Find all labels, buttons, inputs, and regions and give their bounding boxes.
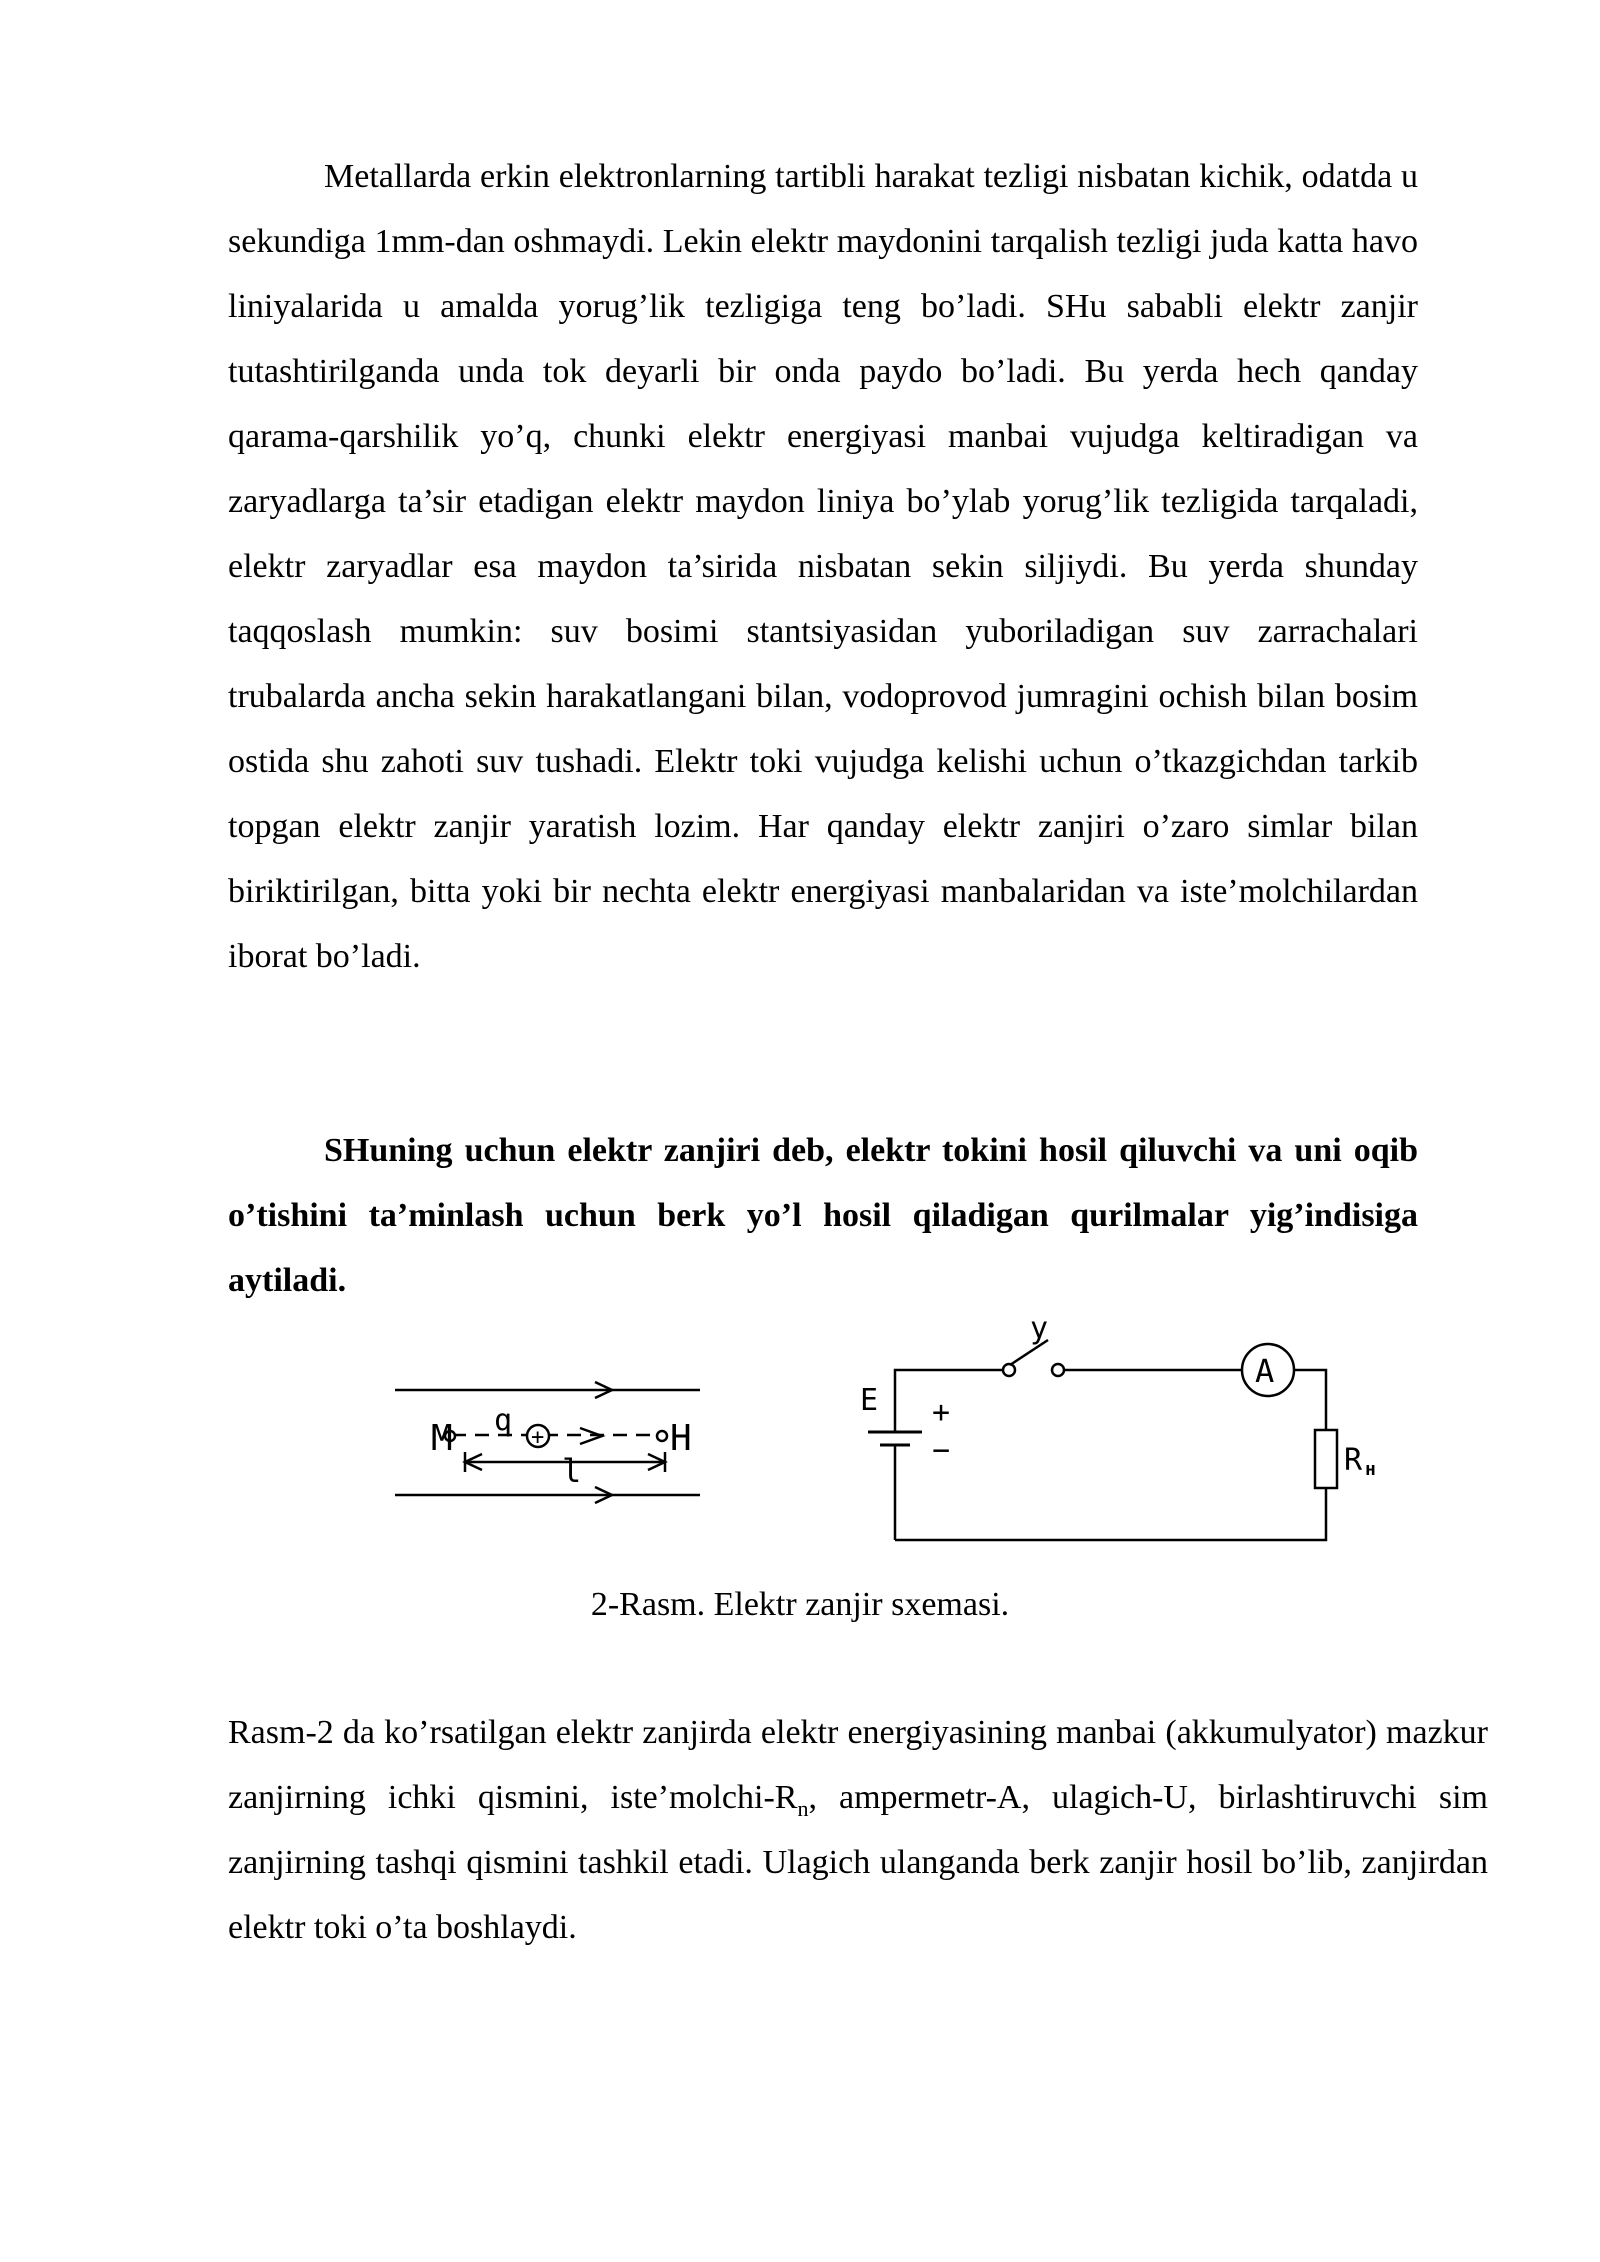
- wire-top-right: [1294, 1370, 1326, 1430]
- paragraph-explanation-part1: Rasm-2 da ko’rsatilgan elektr zanjirda elektr energiyasining manbai (akkumulyator) mazkur zanjirning ichki qismini, iste’molchi-R: [228, 1714, 1488, 1816]
- paragraph-definition: SHuning uchun elektr zanjiri deb, elektr tokini hosil qiluvchi va uni oqib o’tishini ta’minlash uchun berk yo’l hosil qiladigan qurilmalar yig’indisiga aytiladi.: [228, 1132, 1418, 1299]
- circuit-diagram: [850, 1310, 1410, 1560]
- resistor-rect: [1315, 1430, 1337, 1488]
- label-resistor: R: [1344, 1443, 1363, 1478]
- label-l: l: [562, 1452, 582, 1490]
- paragraph-explanation: [228, 1700, 1488, 1960]
- label-plus: +: [932, 1395, 951, 1430]
- terminal-h: [657, 1431, 667, 1441]
- conductor-diagram: [390, 1350, 710, 1520]
- switch-contact-left: [1003, 1364, 1015, 1376]
- subscript-n: n: [797, 1795, 809, 1821]
- label-switch: y: [1030, 1311, 1049, 1346]
- label-minus: −: [932, 1433, 951, 1468]
- wire-top-left: [895, 1370, 1010, 1390]
- label-m: M: [431, 1418, 453, 1459]
- wire-bottom: [895, 1488, 1326, 1540]
- label-h: H: [670, 1418, 692, 1459]
- label-resistor-sub: н: [1365, 1459, 1376, 1480]
- switch-contact-right: [1052, 1364, 1064, 1376]
- paragraph-intro: Metallarda erkin elektronlarning tartibli harakat tezligi nisbatan kichik, odatda u sekundiga 1mm-dan oshmaydi. Lekin elektr maydonini tarqalish tezligi juda katta havo liniyalarida u amalda yorug’lik tezligiga teng bo’ladi. SHu sababli elektr zanjir tutashtirilganda unda tok deyarli bir onda paydo bo’ladi. Bu yerda hech qanday qarama-qarshilik yo’q, chunki elektr energiyasi manbai vujudga keltiradigan va zaryadlarga ta’sir etadigan elektr maydon liniya bo’ylab yorug’lik tezligida tarqaladi, elektr zaryadlar esa maydon ta’sirida nisbatan sekin siljiydi. Bu yerda shunday taqqoslash mumkin: suv bosimi stantsiyasidan yuboriladigan suv zarrachalari trubalarda ancha sekin harakatlangani bilan, vodoprovod jumragini ochish bilan bosim ostida shu zahoti suv tushadi. Elektr toki vujudga kelishi uchun o’tkazgichdan tarkib topgan elektr zanjir yaratish lozim. Har qanday elektr zanjiri o’zaro simlar bilan biriktirilgan, bitta yoki bir nechta elektr energiyasi manbalaridan va iste’molchilardan iborat bo’ladi.: [228, 158, 1418, 975]
- label-ammeter: A: [1255, 1352, 1275, 1390]
- charge-sign: +: [531, 1425, 545, 1450]
- label-q: q: [494, 1403, 513, 1438]
- paragraph-explanation-part2: , ampermetr-A, ulagich-U, birlashtiruvchi sim zanjirning tashqi qismini tashkil etadi. Ulagich ulanganda berk zanjir hosil bo’lib, zanjirdan elektr toki o’ta boshlaydi.: [228, 1779, 1488, 1946]
- figure-caption: 2-Rasm. Elektr zanjir sxemasi.: [590, 1586, 1010, 1623]
- label-source: E: [860, 1383, 879, 1418]
